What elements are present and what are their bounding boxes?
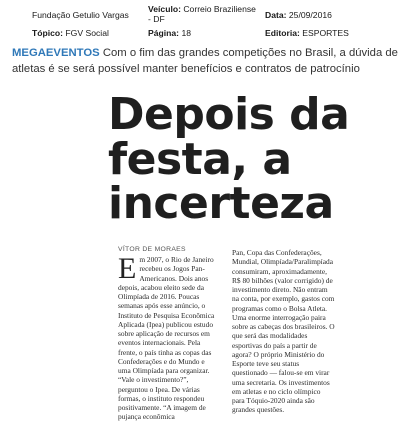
article-column-1 (118, 252, 219, 422)
data-value: 25/09/2016 (288, 10, 332, 20)
topico-label: Tópico: (32, 28, 64, 38)
topico-field (32, 28, 109, 38)
topico-value: FGV Social (65, 28, 109, 38)
byline: VÍTOR DE MORAES (118, 246, 186, 253)
column-2-text: Pan, Copa das Confederações, Mundial, Olimpíada/Paralimpíada consumiram, aproximadamente, R$ 80 bilhões (valor corrigido) de investimento direto. Não entram na conta, por exemplo, gastos com programas como o Bolsa Atleta. Uma enorme interrogação paira sobre as cabeças dos brasileiros. O que será das modalidades esportivas do país a partir de agora? O próprio Ministério do Esporte teve seu status questionado — falou-se em virar uma secretaria. Os investimentos em atletas e no ciclo olímpico para Tóquio-2020 ainda são grandes questões. (232, 248, 335, 415)
pagina-value: 18 (181, 28, 191, 38)
veiculo-label: Veículo: (148, 4, 181, 14)
data-field (265, 10, 332, 20)
editoria-label: Editoria: (265, 28, 300, 38)
veiculo-value: Correio Braziliense - DF (148, 4, 256, 24)
org-name: Fundação Getulio Vargas (32, 10, 129, 20)
kicker-tag: MEGAEVENTOS (12, 47, 100, 59)
article-kicker (12, 45, 402, 77)
headline: Depois da festa, a incerteza (108, 89, 350, 229)
editoria-value: ESPORTES (302, 28, 349, 38)
article-column-2 (232, 248, 335, 415)
drop-cap: E (118, 252, 137, 285)
data-label: Data: (265, 10, 287, 20)
editoria-field (265, 28, 349, 38)
pagina-field (148, 28, 191, 38)
column-1-text: m 2007, o Rio de Janeiro recebeu os Jogos Pan-Americanos. Dois anos depois, acabou eleito sede da Olimpíada de 2016. Poucas semanas após esse anúncio, o Instituto de Pesquisa Econômica Aplicada (Ipea) publicou estudo sobre aplicação de recursos em eventos internacionais. Pela frente, o país tinha as copas das Confederações e do Mundo e uma Olimpíada para organizar. “Vale o investimento?”, perguntou o Ipea. De várias formas, o instituto respondeu positivamente. “A imagem de pujança econômica (118, 255, 215, 422)
kicker-text: Com o fim das grandes competições no Brasil, a dúvida de atletas é se será possível manter benefícios e contratos de patrocínio (12, 47, 398, 75)
veiculo-field (148, 4, 258, 24)
pagina-label: Página: (148, 28, 180, 38)
